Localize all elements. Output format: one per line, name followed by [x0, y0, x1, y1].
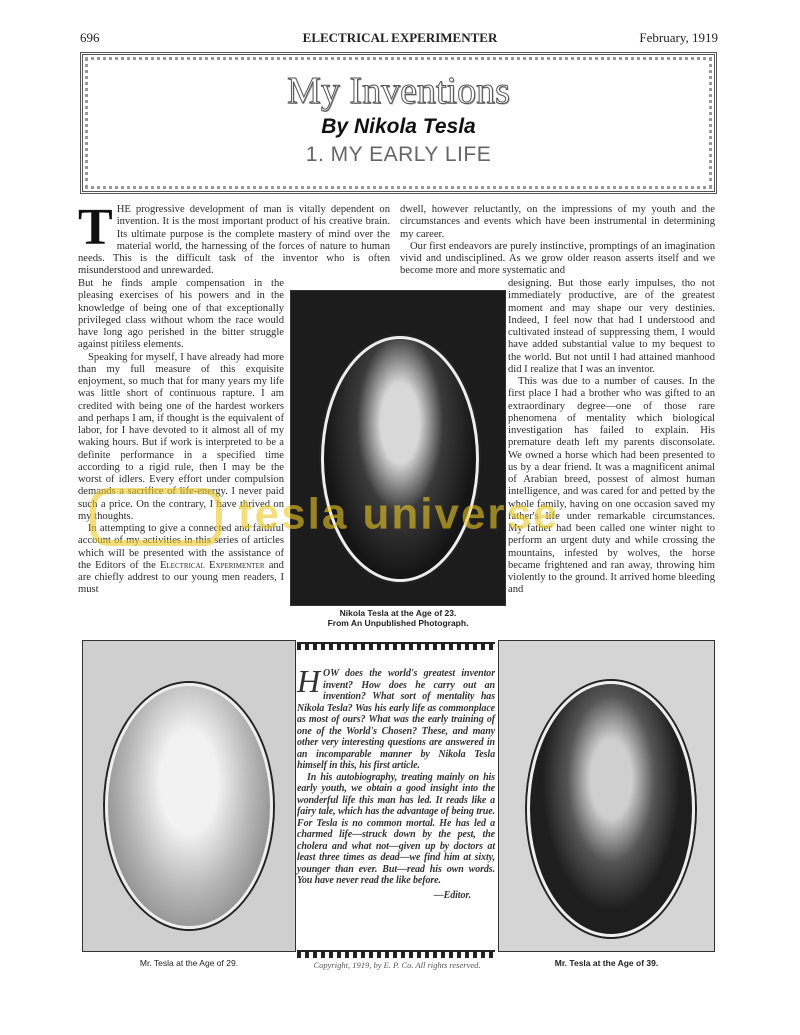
watermark-text: tesla universe	[238, 489, 560, 539]
caption-age-29: Mr. Tesla at the Age of 29.	[139, 958, 239, 968]
paragraph: designing. But those early impulses, tho not immediately productive, are of the greatest moment and may shape our very destinies. Indeed, I feel now that had I understood and cultivated instead of suppressing them, I would have added substantial value to my bequest to the world. But not until I had attained manhood did I realize that I was an inventor.	[508, 278, 715, 375]
editorial-box	[297, 642, 495, 901]
caption-line: From An Unpublished Photograph.	[327, 618, 469, 628]
drop-cap: H	[297, 663, 321, 699]
issue-date: February, 1919	[639, 30, 718, 45]
byline: By Nikola Tesla	[321, 115, 476, 138]
photo-age-39	[498, 640, 715, 952]
paragraph: Our first endeavors are purely instinctive, promptings of an imagination vivid and undisciplined. As we grow older reason asserts itself and we become more and more systematic and	[400, 240, 715, 277]
chapter-title: 1. MY EARLY LIFE	[305, 143, 492, 166]
paragraph: In his autobiography, treating mainly on his early youth, we obtain a good insight into the wonderful life this man has led. It reads like a fairy tale, which has the advantage of being true. For Tesla is no common mortal. He has led a charmed life—struck down by the pest, the cholera and what not—given up by doctors at least three times as dead—we find him at sixty, younger than ever. But—read his own words. You have never read the like before.	[297, 771, 495, 886]
paragraph: dwell, however reluctantly, on the impressions of my youth and the circumstances and events which have been instrumental in determining my career.	[400, 204, 715, 240]
caption-age-23	[290, 608, 506, 628]
copyright-notice: Copyright, 1919, by E. P. Co. All rights reserved.	[313, 960, 481, 970]
paragraph: This was due to a number of causes. In the first place I had a brother who was gifted to an extraordinary degree—one of those rare phenomena of mentality which biological investigation has failed to explain. His premature death left my parents disconsolate. We owned a horse which had been presented to us by a dear friend. It was a magnificent animal of Arabian breed, possest of almost human intelligence, and was cared for and petted by the whole family, having on one occasion saved my father's life under remarkable circumstances. My father had been called one winter night to perform an urgent duty and while crossing the mountains, infested by wolves, the horse became frightened and ran away, throwing him violently to the ground. It arrived home bleeding and	[508, 376, 715, 596]
divider	[297, 642, 495, 650]
left-column	[78, 278, 284, 597]
portrait-oval	[527, 681, 695, 937]
portrait-oval	[105, 683, 273, 929]
editor-signature: —Editor.	[433, 889, 471, 901]
drop-cap: T	[78, 199, 113, 256]
title-box	[80, 52, 717, 194]
magazine-name: ELECTRICAL EXPERIMENTER	[302, 30, 498, 45]
photo-age-29	[82, 640, 296, 952]
watermark-logo	[90, 488, 560, 546]
paragraph-text: In attempting to give a connected and faithful account of my activities in this series of articles which will be presented with the assistance of the Editors of the	[78, 523, 284, 571]
caption-line: Nikola Tesla at the Age of 23.	[339, 608, 457, 618]
watermark-t-icon	[90, 488, 222, 546]
page-number: 696	[80, 30, 100, 45]
right-column	[508, 278, 715, 597]
magazine-name-inline: Electrical Experimenter	[159, 559, 265, 571]
intro-paragraph	[78, 199, 390, 278]
paragraph-text: and are chiefly addrest to our young men readers, I must	[78, 559, 284, 596]
right-column-top	[400, 204, 715, 278]
photo-age-23	[290, 290, 506, 606]
caption-age-39: Mr. Tesla at the Age of 39.	[554, 958, 659, 968]
article-title: My Inventions	[287, 70, 510, 112]
editorial-note	[297, 663, 495, 901]
intro-text: HE progressive development of man is vitally dependent on invention. It is the most important product of his creative brain. Its ultimate purpose is the complete mastery of mind over the material world, the harnessing of the forces of nature to human needs. This is the difficult task of the inventor who is often misunderstood and unrewarded.	[78, 204, 390, 277]
paragraph-text: OW does the world's greatest inventor invent? How does he carry out an invention? What sort of mentality has Nikola Tesla? Was his early life as commonplace as most of ours? What was the early training of one of the World's Chosen? These, and many other very interesting questions are answered in an incomparable manner by Nikola Tesla himself in this, his first article.	[297, 668, 495, 771]
divider	[297, 950, 495, 958]
paragraph: But he finds ample compensation in the pleasing exercises of his powers and in the knowledge of being one of that exceptionally privileged class without whom the race would have long ago perished in the bitter struggle against pitiless elements.	[78, 278, 284, 351]
paragraph: Speaking for myself, I have already had more than my full measure of this exquisite enjoyment, so much that for many years my life was little short of continuous rapture. I am credited with being one of the hardest workers and perhaps I am, if thought is the equivalent of labor, for I have devoted to it almost all of my waking hours. But if work is interpreted to be a definite performance in a specified time according to a rigid rule, then I may be the worst of idlers. Every effort under compulsion demands a sacrifice of life-energy. I never paid such a price. On the contrary, I have thrived on my thoughts.	[78, 351, 284, 522]
